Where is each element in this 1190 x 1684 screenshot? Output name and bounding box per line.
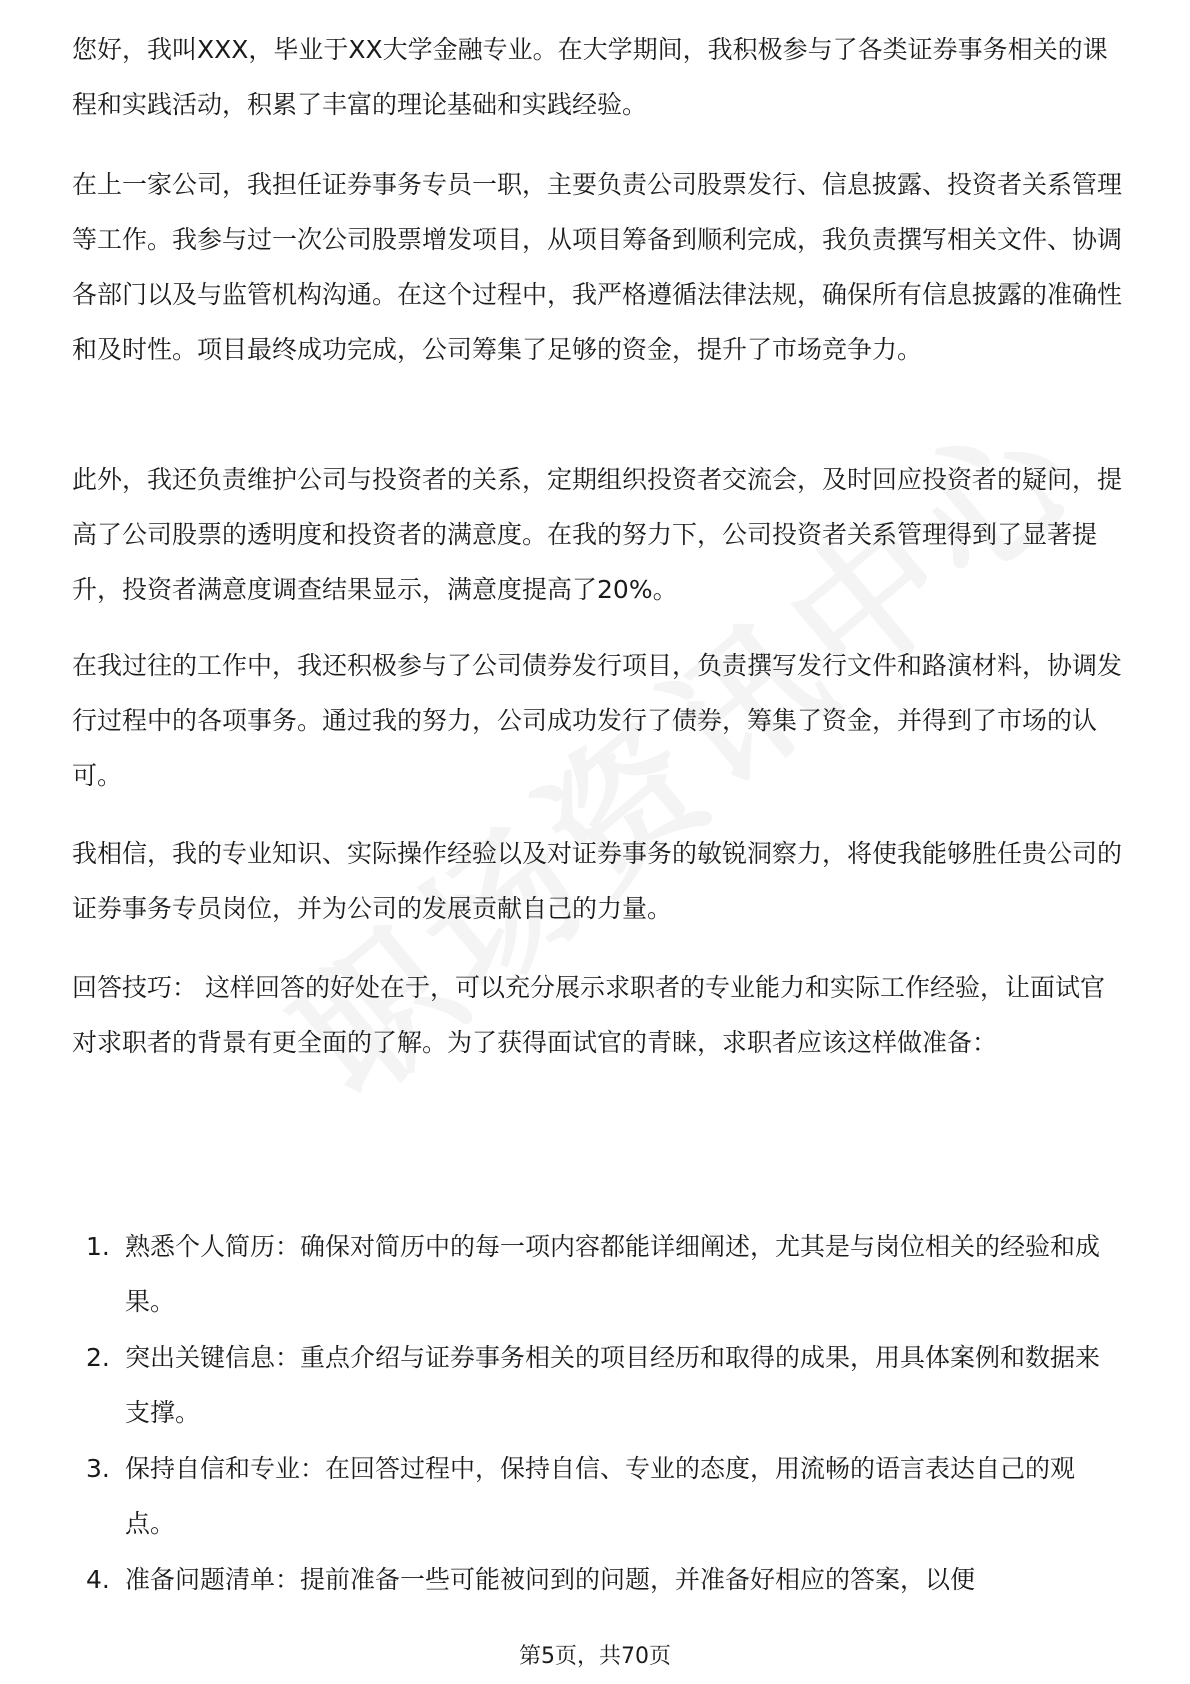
list-number: 4. xyxy=(86,1565,110,1594)
paragraph-intro: 您好，我叫XXX，毕业于XX大学金融专业。在大学期间，我积极参与了各类证券事务相关的课程和实践活动，积累了丰富的理论基础和实践经验。 xyxy=(72,35,1108,119)
paragraph-investor-relations: 此外，我还负责维护公司与投资者的关系，定期组织投资者交流会，及时回应投资者的疑问，提高了公司股票的透明度和投资者的满意度。在我的努力下，公司投资者关系管理得到了显著提升，投资者满意度调查结果显示，满意度提高了20%。 xyxy=(72,465,1123,604)
list-item xyxy=(72,1330,1122,1440)
list-item xyxy=(72,1552,1122,1607)
preparation-list xyxy=(72,1219,1122,1608)
paragraph-bond-issuance: 在我过往的工作中，我还积极参与了公司债券发行项目，负责撰写发行文件和路演材料，协调发行过程中的各项事务。通过我的努力，公司成功发行了债券，筹集了资金，并得到了市场的认可。 xyxy=(72,651,1123,790)
list-number: 1. xyxy=(86,1232,110,1261)
paragraph-conclusion: 我相信，我的专业知识、实际操作经验以及对证券事务的敏锐洞察力，将使我能够胜任贵公司的证券事务专员岗位，并为公司的发展贡献自己的力量。 xyxy=(72,839,1123,923)
paragraph-answer-tips: 回答技巧： 这样回答的好处在于，可以充分展示求职者的专业能力和实际工作经验，让面试官对求职者的背景有更全面的了解。为了获得面试官的青睐，求职者应该这样做准备： xyxy=(72,973,1105,1057)
list-item xyxy=(72,1219,1122,1329)
list-text: 突出关键信息：重点介绍与证券事务相关的项目经历和取得的成果，用具体案例和数据来支撑。 xyxy=(125,1343,1101,1427)
paragraph-previous-job: 在上一家公司，我担任证券事务专员一职，主要负责公司股票发行、信息披露、投资者关系管理等工作。我参与过一次公司股票增发项目，从项目筹备到顺利完成，我负责撰写相关文件、协调各部门以及与监管机构沟通。在这个过程中，我严格遵循法律法规，确保所有信息披露的准确性和及时性。项目最终成功完成，公司筹集了足够的资金，提升了市场竞争力。 xyxy=(72,170,1123,364)
list-text: 熟悉个人简历：确保对简历中的每一项内容都能详细阐述，尤其是与岗位相关的经验和成果。 xyxy=(125,1232,1101,1316)
list-number: 3. xyxy=(86,1454,110,1483)
list-number: 2. xyxy=(86,1343,110,1372)
list-text: 准备问题清单：提前准备一些可能被问到的问题，并准备好相应的答案，以便 xyxy=(125,1565,976,1594)
list-text: 保持自信和专业：在回答过程中，保持自信、专业的态度，用流畅的语言表达自己的观点。 xyxy=(125,1454,1076,1538)
list-item xyxy=(72,1441,1122,1551)
page-number-footer: 第5页，共70页 xyxy=(519,1644,671,1669)
